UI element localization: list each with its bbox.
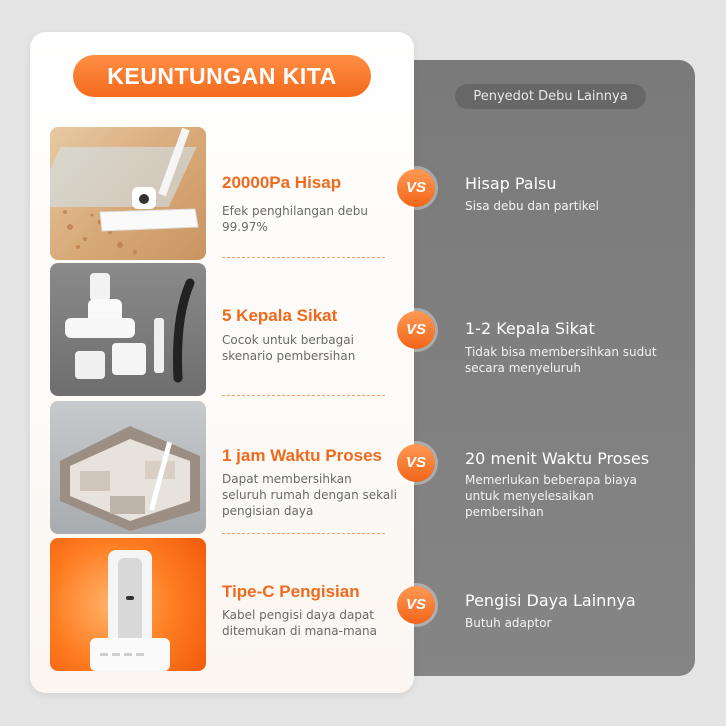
feature-title-brush-heads: 5 Kepala Sikat bbox=[222, 306, 338, 325]
feature-desc-suction: Efek penghilangan debu 99.97% bbox=[222, 204, 369, 234]
feature-desc-charging: Kabel pengisi daya dapat ditemukan di mana-mana bbox=[222, 608, 377, 638]
usb-c-charging-image bbox=[50, 538, 206, 671]
competitor-title-brush-heads: 1-2 Kepala Sikat bbox=[465, 319, 595, 338]
feature-desc-runtime: Dapat membersihkan seluruh rumah dengan sekali pengisian daya bbox=[222, 472, 397, 518]
competitor-desc-runtime: Memerlukan beberapa biaya untuk menyelesaikan pembersihan bbox=[465, 473, 638, 519]
feature-title-runtime: 1 jam Waktu Proses bbox=[222, 446, 382, 465]
divider bbox=[222, 533, 385, 534]
suction-floor-image bbox=[50, 127, 206, 260]
house-runtime-image bbox=[50, 401, 206, 534]
feature-title-charging: Tipe-C Pengisian bbox=[222, 582, 360, 601]
competitor-title-charging: Pengisi Daya Lainnya bbox=[465, 591, 636, 610]
brush-heads-image bbox=[50, 263, 206, 396]
competitor-title-suction: Hisap Palsu bbox=[465, 174, 557, 193]
competitor-desc-brush-heads: Tidak bisa membersihkan sudut secara menyeluruh bbox=[465, 345, 657, 375]
competitor-title-runtime: 20 menit Waktu Proses bbox=[465, 449, 650, 468]
vs-badge: VS bbox=[397, 586, 435, 624]
feature-desc-brush-heads: Cocok untuk berbagai skenario pembersihan bbox=[222, 333, 356, 363]
vs-badge: VS bbox=[397, 444, 435, 482]
vs-badge: VS bbox=[397, 169, 435, 207]
competitor-desc-suction: Sisa debu dan partikel bbox=[465, 199, 599, 213]
competitor-desc-charging: Butuh adaptor bbox=[465, 616, 552, 630]
advantage-header: KEUNTUNGAN KITA bbox=[73, 55, 371, 97]
feature-title-suction: 20000Pa Hisap bbox=[222, 173, 342, 192]
vs-badge: VS bbox=[397, 311, 435, 349]
competitor-header: Penyedot Debu Lainnya bbox=[455, 84, 646, 109]
divider bbox=[222, 257, 385, 258]
divider bbox=[222, 395, 385, 396]
